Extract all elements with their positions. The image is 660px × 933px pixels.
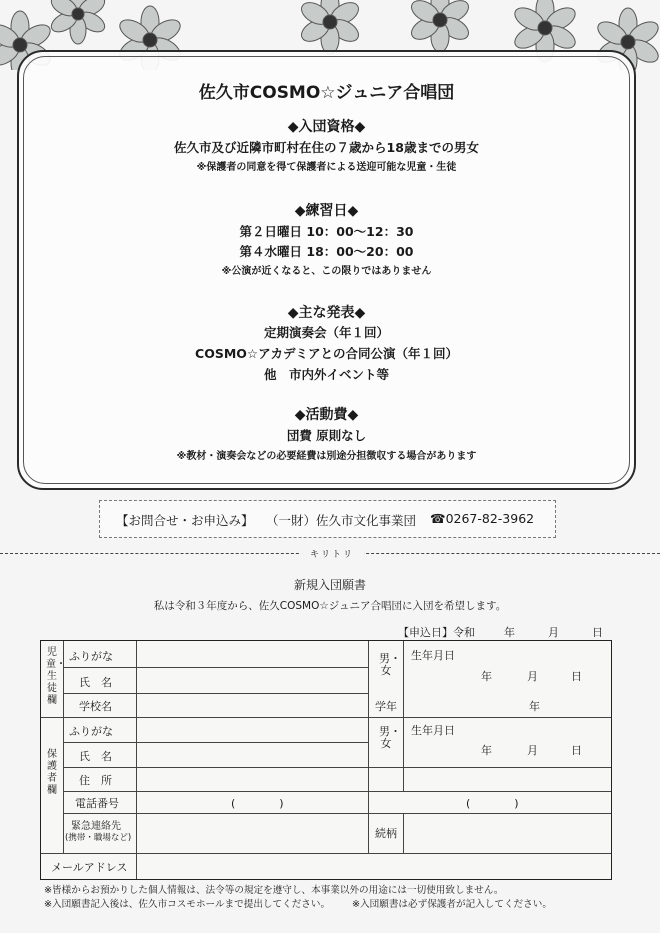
phone-area-code[interactable]: ( ): [231, 797, 284, 810]
performance-regular-concert: 定期演奏会（年１回）: [263, 325, 389, 340]
child-school-input[interactable]: [152, 698, 362, 712]
application-statement: 私は令和３年度から、佐久COSMO☆ジュニア合唱団に入団を希望します。: [153, 600, 507, 612]
guardian-birth-month: 月: [527, 744, 538, 757]
eligibility-heading: ◆入団資格◆: [287, 119, 366, 135]
address-input[interactable]: [152, 772, 602, 786]
child-furigana-input[interactable]: [152, 648, 362, 662]
contact-phone: ☎0267-82-3962: [430, 511, 535, 526]
practice-note: ※公演が近くなると、この限りではありません: [221, 266, 432, 277]
child-birth-month: 月: [527, 670, 538, 683]
guardian-birthdate-label: 生年月日: [411, 724, 455, 737]
performance-other-events: 他 市内外イベント等: [263, 367, 389, 382]
cut-label: キリトリ: [300, 547, 364, 560]
application-date-month: 月: [548, 626, 559, 639]
performances-heading: ◆主な発表◆: [287, 305, 366, 321]
guardian-birth-year: 年: [481, 744, 492, 757]
application-date-year: 年: [504, 626, 515, 639]
privacy-note: ※皆様からお預かりした個人情報は、法令等の規定を遵守し、本事業以外の用途には一切使用致しません。: [44, 885, 504, 896]
submission-note: ※入団願書記入後は、佐久市コスモホールまで提出してください。: [44, 899, 331, 910]
guardian-furigana-input[interactable]: [152, 723, 362, 737]
child-grade-label: 学年: [375, 700, 397, 713]
address-label: 住 所: [79, 774, 112, 787]
child-birth-day: 日: [571, 670, 582, 683]
fees-note: ※教材・演奏会などの必要経費は別途分担徴収する場合があります: [176, 451, 477, 462]
application-form: [40, 640, 612, 880]
email-label: メールアドレス: [51, 861, 128, 874]
performance-joint-concert: COSMO☆アカデミアとの合同公演（年１回）: [195, 346, 458, 361]
guardian-fill-note: ※入団願書は必ず保護者が記入してください。: [352, 899, 552, 910]
emergency-input[interactable]: [152, 824, 362, 838]
child-name-input[interactable]: [152, 673, 362, 687]
application-date-label: 【申込日】令和: [398, 626, 475, 639]
emergency-sub-label: (携帯・職場など): [65, 833, 132, 843]
child-name-label: 氏 名: [79, 676, 112, 689]
guardian-birth-day: 日: [571, 744, 582, 757]
relationship-label: 続柄: [375, 827, 397, 840]
child-school-label: 学校名: [79, 700, 112, 713]
fees-text: 団費 原則なし: [286, 428, 367, 443]
guardian-sex-selector[interactable]: 男・女: [379, 725, 401, 750]
contact-box: [99, 500, 556, 538]
fees-heading: ◆活動費◆: [294, 407, 359, 423]
guardian-furigana-label: ふりがな: [69, 725, 113, 738]
application-date-day: 日: [592, 626, 603, 639]
email-input[interactable]: [152, 859, 602, 873]
child-grade-suffix: 年: [529, 700, 540, 713]
practice-wednesday: 第４水曜日 18：00～20：00: [239, 244, 414, 259]
emergency-label: 緊急連絡先: [71, 821, 121, 832]
phone-label: 電話番号: [75, 797, 119, 810]
guardian-name-label: 氏 名: [79, 750, 112, 763]
child-birth-year: 年: [481, 670, 492, 683]
contact-label: 【お問合せ・お申込み】: [116, 513, 254, 528]
eligibility-note: ※保護者の同意を得て保護者による送迎可能な児童・生徒: [196, 162, 457, 173]
child-section-label: 児童・生徒欄: [46, 647, 66, 706]
relationship-input[interactable]: [411, 825, 601, 839]
guardian-name-input[interactable]: [152, 748, 362, 762]
child-sex-selector[interactable]: 男・女: [379, 652, 401, 677]
application-title: 新規入団願書: [293, 578, 366, 592]
eligibility-text: 佐久市及び近隣市町村在住の７歳から18歳までの男女: [174, 140, 479, 155]
contact-organization: （一財）佐久市文化事業団: [266, 513, 417, 528]
practice-sunday: 第２日曜日 10：00～12：30: [239, 224, 414, 239]
phone-area-code-2[interactable]: ( ): [466, 797, 519, 810]
info-panel: [17, 50, 636, 490]
child-furigana-label: ふりがな: [69, 650, 113, 663]
child-birthdate-label: 生年月日: [411, 649, 455, 662]
practice-heading: ◆練習日◆: [294, 203, 359, 219]
page-title: 佐久市COSMO☆ジュニア合唱団: [198, 83, 455, 103]
guardian-section-label: 保護者欄: [47, 749, 57, 796]
